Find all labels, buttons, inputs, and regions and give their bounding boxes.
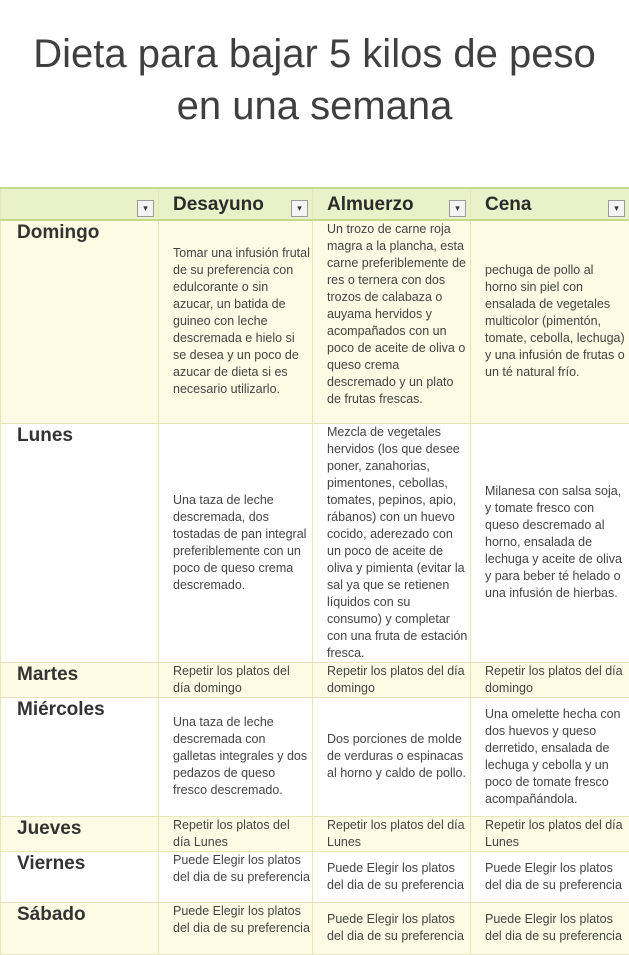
header-day-column xyxy=(1,188,159,220)
desayuno-cell: Una taza de leche descremada, dos tostadas de pan integral preferiblemente con un poco de queso crema descremado. xyxy=(159,423,313,662)
almuerzo-cell: Mezcla de vegetales hervidos (los que desee poner, zanahorias, pimentones, cebollas, tomates, pepinos, apio, rábanos) con un huevo cocido, aderezado con un poco de aceite de oliva y pimienta (evitar la sal ya que se retienen líquidos con su consumo) y completar con una fruta de estación fresca. xyxy=(313,423,471,662)
desayuno-cell: Tomar una infusión frutal de su preferencia con edulcorante o sin azucar, un batida de guineo con leche descremada e hielo si se desea y un poco de azucar de dieta si es necesario utilizarlo. xyxy=(159,220,313,423)
filter-dropdown-icon[interactable]: ▾ xyxy=(291,200,308,217)
day-cell: Sábado xyxy=(1,902,159,954)
header-label: Desayuno xyxy=(173,194,264,215)
cena-cell: Repetir los platos del día Lunes xyxy=(471,816,629,851)
filter-dropdown-icon[interactable]: ▾ xyxy=(608,200,625,217)
header-row xyxy=(1,188,629,220)
cena-cell: Repetir los platos del día domingo xyxy=(471,662,629,697)
cena-cell: Una omelette hecha con dos huevos y queso derretido, ensalada de lechuga y cebolla y un poco de tomate fresco acompañándola. xyxy=(471,697,629,816)
cena-cell: Milanesa con salsa soja, y tomate fresco con queso descremado al horno, ensalada de lechuga y aceite de oliva y para beber té helado o una infusión de hierbas. xyxy=(471,423,629,662)
cena-cell: Puede Elegir los platos del dia de su preferencia xyxy=(471,902,629,954)
desayuno-cell: Repetir los platos del día Lunes xyxy=(159,816,313,851)
day-cell: Jueves xyxy=(1,816,159,851)
table-row xyxy=(1,423,629,662)
desayuno-cell: Una taza de leche descremada con galletas integrales y dos pedazos de queso fresco descremado. xyxy=(159,697,313,816)
day-cell: Miércoles xyxy=(1,697,159,816)
table-row xyxy=(1,697,629,816)
header-cena xyxy=(471,188,629,220)
diet-table xyxy=(0,187,629,955)
almuerzo-cell: Puede Elegir los platos del dia de su preferencia xyxy=(313,851,471,902)
table-row xyxy=(1,902,629,954)
day-cell: Martes xyxy=(1,662,159,697)
day-cell: Lunes xyxy=(1,423,159,662)
table-row xyxy=(1,662,629,697)
table-row xyxy=(1,220,629,423)
desayuno-cell: Puede Elegir los platos del dia de su preferencia xyxy=(159,902,313,954)
cena-cell: Puede Elegir los platos del dia de su preferencia xyxy=(471,851,629,902)
day-cell: Domingo xyxy=(1,220,159,423)
almuerzo-cell: Puede Elegir los platos del dia de su preferencia xyxy=(313,902,471,954)
title-line-2: en una semana xyxy=(0,80,629,132)
header-label: Cena xyxy=(485,194,531,215)
header-desayuno xyxy=(159,188,313,220)
header-almuerzo xyxy=(313,188,471,220)
table-row xyxy=(1,851,629,902)
day-cell: Viernes xyxy=(1,851,159,902)
almuerzo-cell: Repetir los platos del día Lunes xyxy=(313,816,471,851)
title-line-1: Dieta para bajar 5 kilos de peso xyxy=(0,28,629,80)
table-row xyxy=(1,816,629,851)
header-label: Almuerzo xyxy=(327,194,414,215)
filter-dropdown-icon[interactable]: ▾ xyxy=(449,200,466,217)
almuerzo-cell: Repetir los platos del día domingo xyxy=(313,662,471,697)
desayuno-cell: Repetir los platos del día domingo xyxy=(159,662,313,697)
page-title xyxy=(0,28,629,132)
cena-cell: pechuga de pollo al horno sin piel con ensalada de vegetales multicolor (pimentón, tomate, cebolla, lechuga) y una infusión de frutas o un té natural frío. xyxy=(471,220,629,423)
almuerzo-cell: Dos porciones de molde de verduras o espinacas al horno y caldo de pollo. xyxy=(313,697,471,816)
desayuno-cell: Puede Elegir los platos del dia de su preferencia xyxy=(159,851,313,902)
almuerzo-cell: Un trozo de carne roja magra a la plancha, esta carne preferiblemente de res o ternera con dos trozos de calabaza o auyama hervidos y acompañados con un poco de aceite de oliva o queso crema descremado y un plato de frutas frescas. xyxy=(313,220,471,423)
filter-dropdown-icon[interactable]: ▾ xyxy=(137,200,154,217)
